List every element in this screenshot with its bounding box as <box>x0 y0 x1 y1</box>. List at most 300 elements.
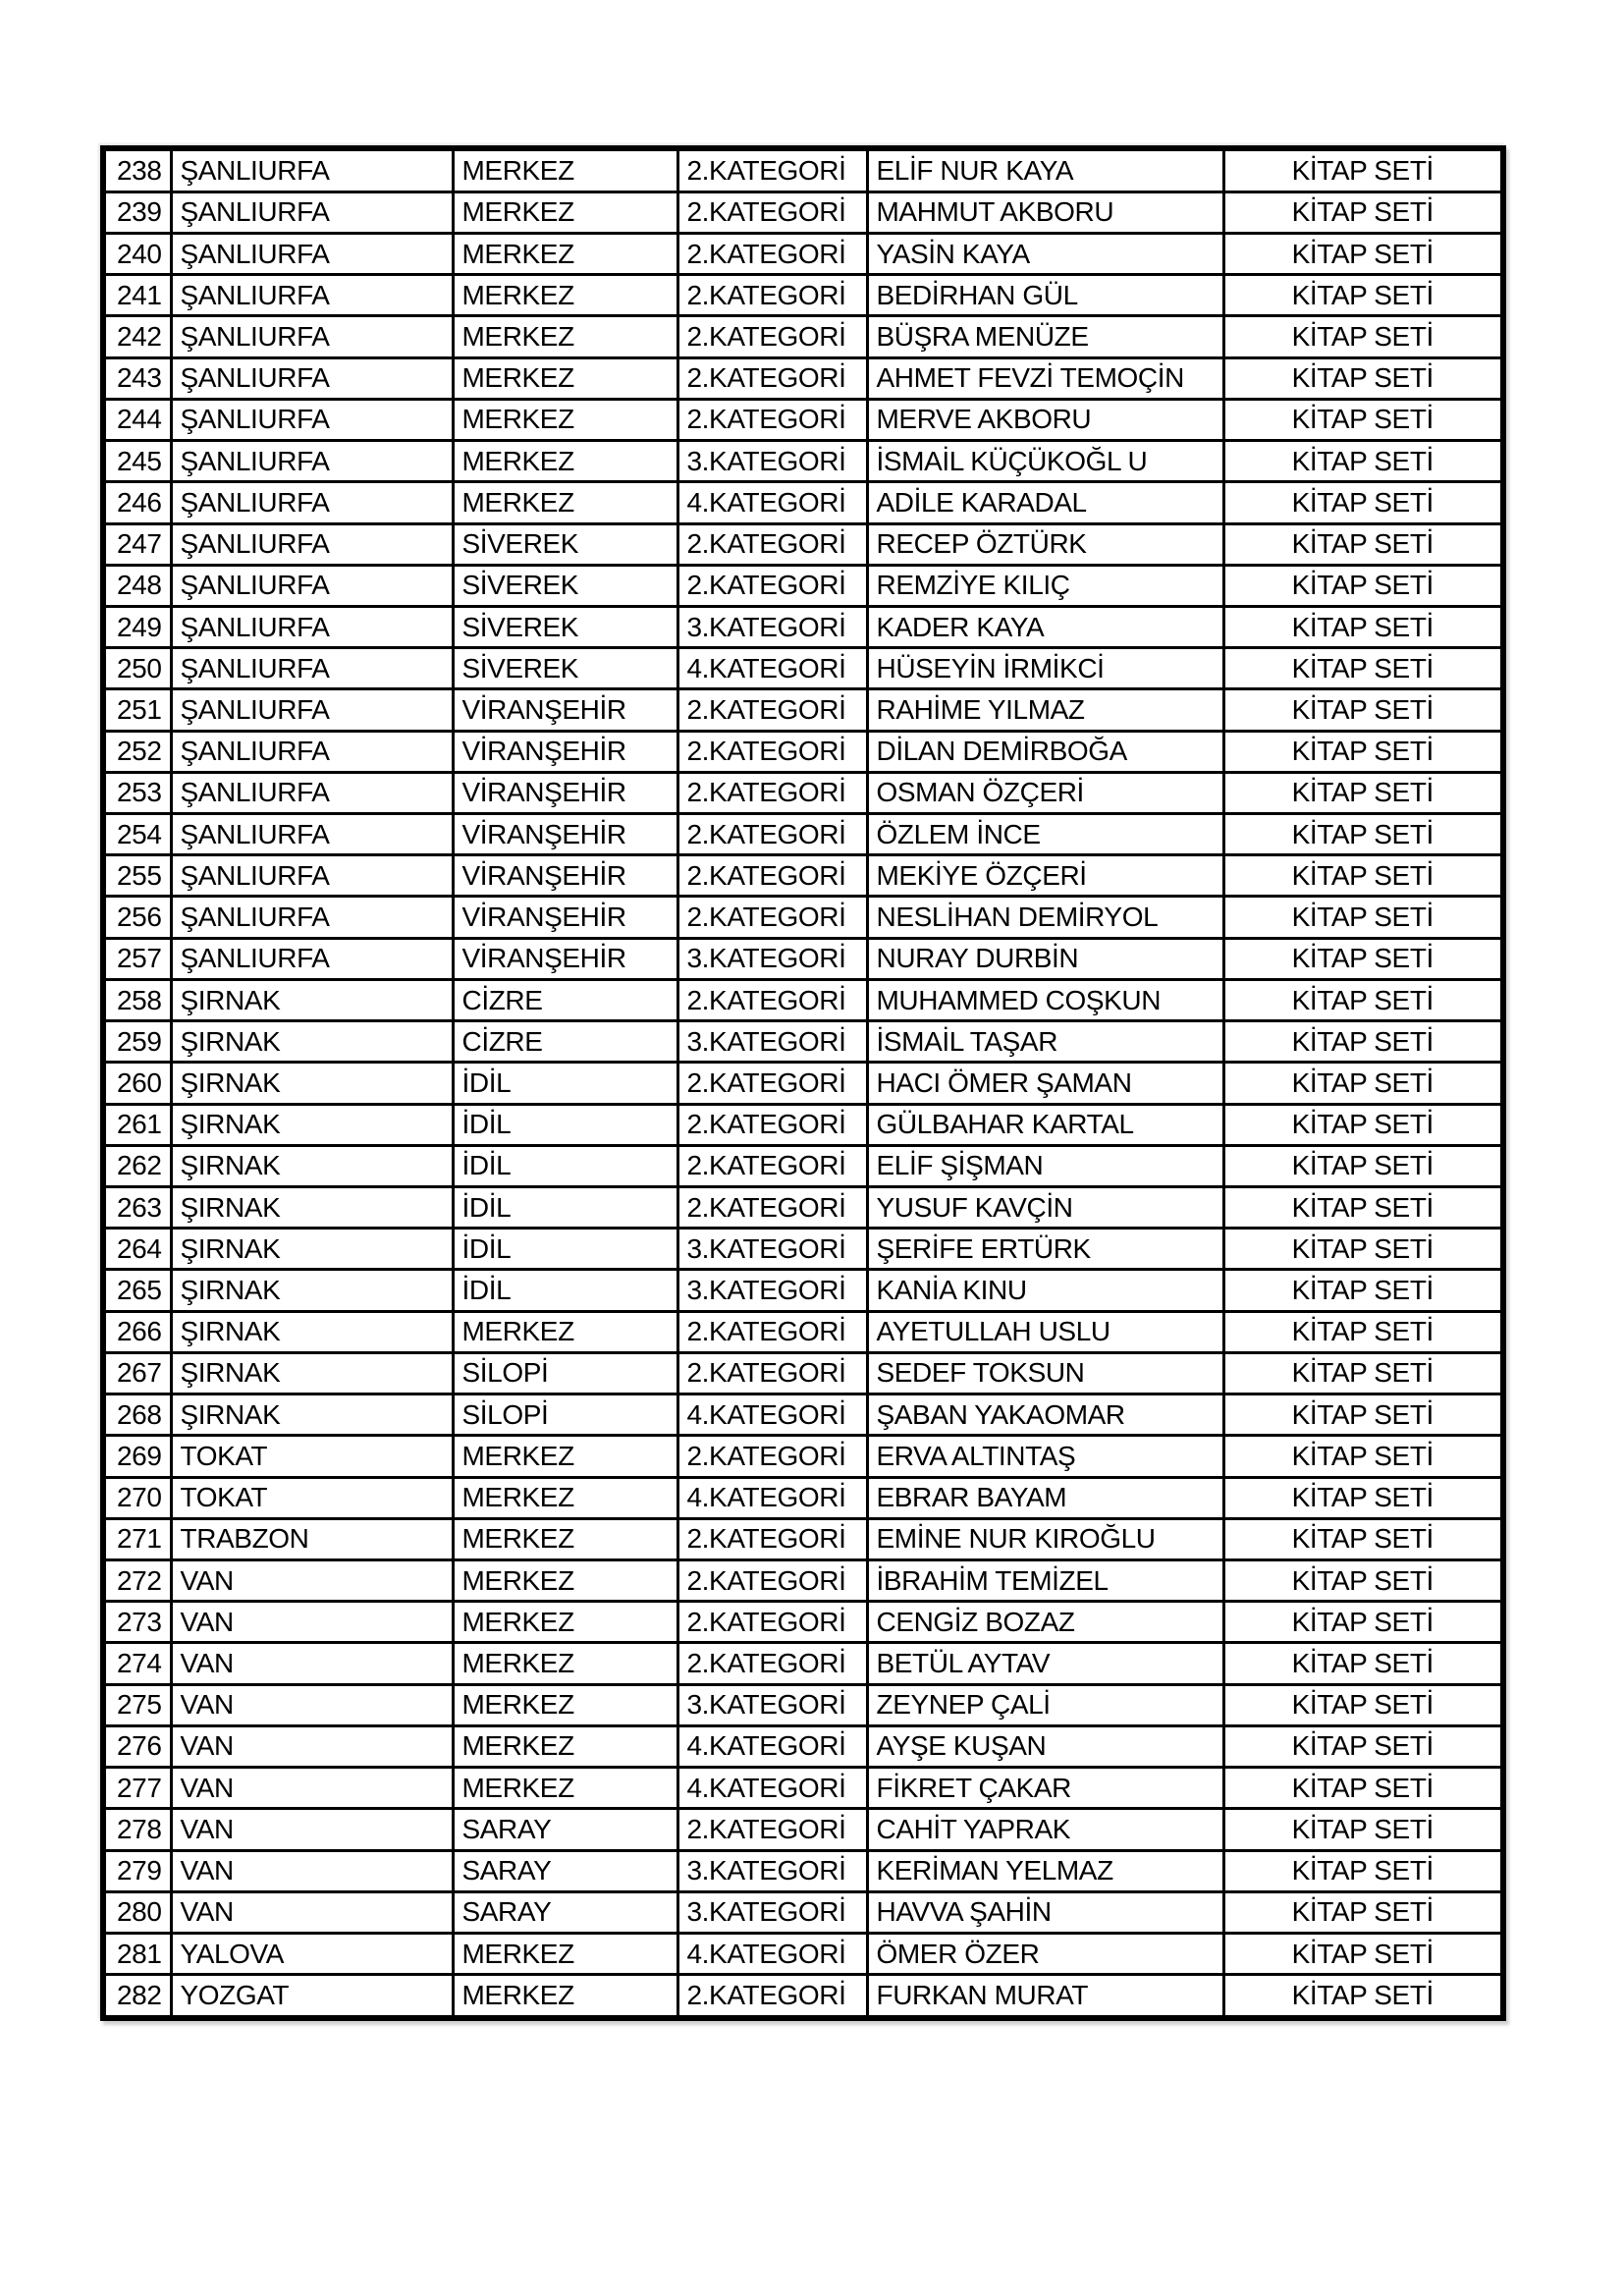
prize-cell: KİTAP SETİ <box>1223 233 1503 274</box>
category-cell: 3.KATEGORİ <box>677 938 867 979</box>
category-cell: 3.KATEGORİ <box>677 1229 867 1270</box>
district-cell: SİVEREK <box>453 565 677 606</box>
category-cell: 3.KATEGORİ <box>677 1270 867 1311</box>
province-cell: YALOVA <box>171 1933 453 1974</box>
prize-cell: KİTAP SETİ <box>1223 1891 1503 1933</box>
prize-cell: KİTAP SETİ <box>1223 482 1503 523</box>
prize-cell: KİTAP SETİ <box>1223 1518 1503 1559</box>
table-row <box>103 441 1503 482</box>
category-cell: 2.KATEGORİ <box>677 1311 867 1352</box>
prize-cell: KİTAP SETİ <box>1223 648 1503 689</box>
row-number-cell: 248 <box>103 565 171 606</box>
name-cell: HACI ÖMER ŞAMAN <box>867 1063 1223 1104</box>
row-number-cell: 249 <box>103 606 171 647</box>
district-cell: İDİL <box>453 1187 677 1229</box>
category-cell: 4.KATEGORİ <box>677 1768 867 1809</box>
table-row <box>103 1063 1503 1104</box>
province-cell: ŞIRNAK <box>171 1270 453 1311</box>
district-cell: MERKEZ <box>453 1643 677 1684</box>
row-number-cell: 275 <box>103 1684 171 1725</box>
province-cell: ŞIRNAK <box>171 1021 453 1063</box>
district-cell: VİRANŞEHİR <box>453 938 677 979</box>
district-cell: VİRANŞEHİR <box>453 897 677 938</box>
category-cell: 2.KATEGORİ <box>677 233 867 274</box>
province-cell: YOZGAT <box>171 1975 453 2018</box>
name-cell: MERVE AKBORU <box>867 399 1223 440</box>
prize-cell: KİTAP SETİ <box>1223 1643 1503 1684</box>
category-cell: 2.KATEGORİ <box>677 316 867 357</box>
prize-cell: KİTAP SETİ <box>1223 1768 1503 1809</box>
province-cell: VAN <box>171 1891 453 1933</box>
prize-cell: KİTAP SETİ <box>1223 1809 1503 1850</box>
row-number-cell: 280 <box>103 1891 171 1933</box>
table-row <box>103 772 1503 813</box>
name-cell: İSMAİL KÜÇÜKOĞL U <box>867 441 1223 482</box>
row-number-cell: 247 <box>103 523 171 565</box>
district-cell: VİRANŞEHİR <box>453 772 677 813</box>
district-cell: SARAY <box>453 1891 677 1933</box>
name-cell: HAVVA ŞAHİN <box>867 1891 1223 1933</box>
prize-cell: KİTAP SETİ <box>1223 148 1503 191</box>
table-row <box>103 1725 1503 1767</box>
category-cell: 2.KATEGORİ <box>677 1063 867 1104</box>
province-cell: VAN <box>171 1643 453 1684</box>
table-row <box>103 1394 1503 1436</box>
district-cell: SARAY <box>453 1809 677 1850</box>
name-cell: MUHAMMED COŞKUN <box>867 979 1223 1020</box>
row-number-cell: 241 <box>103 275 171 316</box>
district-cell: MERKEZ <box>453 1311 677 1352</box>
district-cell: İDİL <box>453 1063 677 1104</box>
category-cell: 2.KATEGORİ <box>677 148 867 191</box>
table-row <box>103 275 1503 316</box>
table-row <box>103 648 1503 689</box>
district-cell: SARAY <box>453 1850 677 1891</box>
prize-cell: KİTAP SETİ <box>1223 1850 1503 1891</box>
province-cell: ŞIRNAK <box>171 1229 453 1270</box>
row-number-cell: 274 <box>103 1643 171 1684</box>
row-number-cell: 257 <box>103 938 171 979</box>
table-row <box>103 1270 1503 1311</box>
district-cell: MERKEZ <box>453 1684 677 1725</box>
row-number-cell: 272 <box>103 1559 171 1601</box>
row-number-cell: 278 <box>103 1809 171 1850</box>
prize-cell: KİTAP SETİ <box>1223 1559 1503 1601</box>
district-cell: MERKEZ <box>453 191 677 233</box>
province-cell: ŞANLIURFA <box>171 148 453 191</box>
prize-cell: KİTAP SETİ <box>1223 938 1503 979</box>
prize-cell: KİTAP SETİ <box>1223 316 1503 357</box>
row-number-cell: 268 <box>103 1394 171 1436</box>
table-row <box>103 1187 1503 1229</box>
row-number-cell: 252 <box>103 731 171 772</box>
province-cell: TOKAT <box>171 1436 453 1477</box>
district-cell: CİZRE <box>453 979 677 1020</box>
row-number-cell: 261 <box>103 1104 171 1145</box>
category-cell: 4.KATEGORİ <box>677 1394 867 1436</box>
prize-cell: KİTAP SETİ <box>1223 1933 1503 1974</box>
row-number-cell: 239 <box>103 191 171 233</box>
name-cell: RAHİME YILMAZ <box>867 689 1223 731</box>
table-row <box>103 316 1503 357</box>
name-cell: OSMAN ÖZÇERİ <box>867 772 1223 813</box>
category-cell: 2.KATEGORİ <box>677 1436 867 1477</box>
district-cell: MERKEZ <box>453 1602 677 1643</box>
name-cell: SEDEF TOKSUN <box>867 1352 1223 1394</box>
table-row <box>103 1768 1503 1809</box>
prize-cell: KİTAP SETİ <box>1223 357 1503 399</box>
name-cell: RECEP ÖZTÜRK <box>867 523 1223 565</box>
table-row <box>103 1602 1503 1643</box>
category-cell: 2.KATEGORİ <box>677 1975 867 2018</box>
table-row <box>103 1891 1503 1933</box>
table-row <box>103 1643 1503 1684</box>
province-cell: VAN <box>171 1602 453 1643</box>
table-row <box>103 731 1503 772</box>
district-cell: MERKEZ <box>453 1725 677 1767</box>
category-cell: 2.KATEGORİ <box>677 1518 867 1559</box>
district-cell: VİRANŞEHİR <box>453 814 677 855</box>
prize-cell: KİTAP SETİ <box>1223 1394 1503 1436</box>
district-cell: MERKEZ <box>453 316 677 357</box>
category-cell: 3.KATEGORİ <box>677 1684 867 1725</box>
district-cell: MERKEZ <box>453 1477 677 1518</box>
category-cell: 2.KATEGORİ <box>677 689 867 731</box>
province-cell: VAN <box>171 1684 453 1725</box>
prize-cell: KİTAP SETİ <box>1223 689 1503 731</box>
province-cell: ŞIRNAK <box>171 1145 453 1186</box>
category-cell: 3.KATEGORİ <box>677 606 867 647</box>
district-cell: SİVEREK <box>453 606 677 647</box>
row-number-cell: 246 <box>103 482 171 523</box>
prize-cell: KİTAP SETİ <box>1223 772 1503 813</box>
prize-cell: KİTAP SETİ <box>1223 897 1503 938</box>
row-number-cell: 259 <box>103 1021 171 1063</box>
table-row <box>103 1021 1503 1063</box>
table-row <box>103 814 1503 855</box>
name-cell: NESLİHAN DEMİRYOL <box>867 897 1223 938</box>
province-cell: VAN <box>171 1559 453 1601</box>
name-cell: BETÜL AYTAV <box>867 1643 1223 1684</box>
row-number-cell: 262 <box>103 1145 171 1186</box>
district-cell: MERKEZ <box>453 1975 677 2018</box>
table-row <box>103 979 1503 1020</box>
category-cell: 4.KATEGORİ <box>677 1933 867 1974</box>
category-cell: 2.KATEGORİ <box>677 1187 867 1229</box>
district-cell: SİVEREK <box>453 648 677 689</box>
table-row <box>103 897 1503 938</box>
prize-cell: KİTAP SETİ <box>1223 979 1503 1020</box>
name-cell: ÖZLEM İNCE <box>867 814 1223 855</box>
row-number-cell: 265 <box>103 1270 171 1311</box>
row-number-cell: 238 <box>103 148 171 191</box>
table-row <box>103 1352 1503 1394</box>
district-cell: VİRANŞEHİR <box>453 689 677 731</box>
prize-cell: KİTAP SETİ <box>1223 399 1503 440</box>
province-cell: ŞANLIURFA <box>171 191 453 233</box>
province-cell: ŞIRNAK <box>171 1063 453 1104</box>
row-number-cell: 281 <box>103 1933 171 1974</box>
name-cell: EBRAR BAYAM <box>867 1477 1223 1518</box>
name-cell: ÖMER ÖZER <box>867 1933 1223 1974</box>
row-number-cell: 244 <box>103 399 171 440</box>
table-row <box>103 1145 1503 1186</box>
category-cell: 2.KATEGORİ <box>677 979 867 1020</box>
name-cell: AYŞE KUŞAN <box>867 1725 1223 1767</box>
prize-cell: KİTAP SETİ <box>1223 565 1503 606</box>
row-number-cell: 251 <box>103 689 171 731</box>
row-number-cell: 256 <box>103 897 171 938</box>
prize-cell: KİTAP SETİ <box>1223 1436 1503 1477</box>
row-number-cell: 242 <box>103 316 171 357</box>
category-cell: 2.KATEGORİ <box>677 1104 867 1145</box>
prize-cell: KİTAP SETİ <box>1223 1021 1503 1063</box>
province-cell: VAN <box>171 1809 453 1850</box>
table-row <box>103 399 1503 440</box>
province-cell: VAN <box>171 1850 453 1891</box>
name-cell: NURAY DURBİN <box>867 938 1223 979</box>
row-number-cell: 254 <box>103 814 171 855</box>
name-cell: AHMET FEVZİ TEMOÇİN <box>867 357 1223 399</box>
province-cell: ŞANLIURFA <box>171 357 453 399</box>
district-cell: MERKEZ <box>453 1768 677 1809</box>
name-cell: YUSUF KAVÇİN <box>867 1187 1223 1229</box>
table-row <box>103 855 1503 897</box>
district-cell: MERKEZ <box>453 1559 677 1601</box>
table-row <box>103 1229 1503 1270</box>
prize-cell: KİTAP SETİ <box>1223 1352 1503 1394</box>
province-cell: ŞANLIURFA <box>171 606 453 647</box>
name-cell: CAHİT YAPRAK <box>867 1809 1223 1850</box>
name-cell: ŞABAN YAKAOMAR <box>867 1394 1223 1436</box>
table-row <box>103 1975 1503 2018</box>
prize-cell: KİTAP SETİ <box>1223 1063 1503 1104</box>
category-cell: 3.KATEGORİ <box>677 1850 867 1891</box>
category-cell: 2.KATEGORİ <box>677 1602 867 1643</box>
name-cell: MEKİYE ÖZÇERİ <box>867 855 1223 897</box>
category-cell: 2.KATEGORİ <box>677 855 867 897</box>
category-cell: 2.KATEGORİ <box>677 275 867 316</box>
district-cell: İDİL <box>453 1145 677 1186</box>
row-number-cell: 279 <box>103 1850 171 1891</box>
district-cell: İDİL <box>453 1104 677 1145</box>
row-number-cell: 240 <box>103 233 171 274</box>
prize-cell: KİTAP SETİ <box>1223 814 1503 855</box>
category-cell: 2.KATEGORİ <box>677 1352 867 1394</box>
table-row <box>103 523 1503 565</box>
row-number-cell: 243 <box>103 357 171 399</box>
table-row <box>103 1104 1503 1145</box>
name-cell: KADER KAYA <box>867 606 1223 647</box>
table-row <box>103 1809 1503 1850</box>
province-cell: TRABZON <box>171 1518 453 1559</box>
category-cell: 2.KATEGORİ <box>677 1559 867 1601</box>
district-cell: MERKEZ <box>453 148 677 191</box>
prize-cell: KİTAP SETİ <box>1223 1229 1503 1270</box>
row-number-cell: 250 <box>103 648 171 689</box>
prize-winners-table <box>100 145 1506 2021</box>
province-cell: ŞANLIURFA <box>171 897 453 938</box>
category-cell: 3.KATEGORİ <box>677 1021 867 1063</box>
prize-cell: KİTAP SETİ <box>1223 606 1503 647</box>
table-row <box>103 191 1503 233</box>
district-cell: MERKEZ <box>453 1518 677 1559</box>
table-row <box>103 1311 1503 1352</box>
province-cell: ŞANLIURFA <box>171 938 453 979</box>
category-cell: 2.KATEGORİ <box>677 1643 867 1684</box>
name-cell: CENGİZ BOZAZ <box>867 1602 1223 1643</box>
province-cell: ŞANLIURFA <box>171 275 453 316</box>
name-cell: ERVA ALTINTAŞ <box>867 1436 1223 1477</box>
row-number-cell: 263 <box>103 1187 171 1229</box>
table-row <box>103 938 1503 979</box>
province-cell: ŞIRNAK <box>171 1394 453 1436</box>
category-cell: 2.KATEGORİ <box>677 1809 867 1850</box>
province-cell: ŞIRNAK <box>171 1352 453 1394</box>
province-cell: TOKAT <box>171 1477 453 1518</box>
district-cell: MERKEZ <box>453 275 677 316</box>
category-cell: 4.KATEGORİ <box>677 648 867 689</box>
district-cell: İDİL <box>453 1229 677 1270</box>
name-cell: MAHMUT AKBORU <box>867 191 1223 233</box>
district-cell: SİLOPİ <box>453 1352 677 1394</box>
table-row <box>103 233 1503 274</box>
category-cell: 2.KATEGORİ <box>677 399 867 440</box>
table-row <box>103 689 1503 731</box>
table-row <box>103 1436 1503 1477</box>
district-cell: MERKEZ <box>453 233 677 274</box>
name-cell: HÜSEYİN İRMİKCİ <box>867 648 1223 689</box>
row-number-cell: 266 <box>103 1311 171 1352</box>
category-cell: 4.KATEGORİ <box>677 1725 867 1767</box>
row-number-cell: 258 <box>103 979 171 1020</box>
district-cell: VİRANŞEHİR <box>453 855 677 897</box>
district-cell: VİRANŞEHİR <box>453 731 677 772</box>
name-cell: FİKRET ÇAKAR <box>867 1768 1223 1809</box>
category-cell: 2.KATEGORİ <box>677 772 867 813</box>
table-row <box>103 1684 1503 1725</box>
category-cell: 2.KATEGORİ <box>677 191 867 233</box>
name-cell: ELİF NUR KAYA <box>867 148 1223 191</box>
prize-cell: KİTAP SETİ <box>1223 275 1503 316</box>
province-cell: ŞANLIURFA <box>171 689 453 731</box>
category-cell: 2.KATEGORİ <box>677 897 867 938</box>
prize-cell: KİTAP SETİ <box>1223 441 1503 482</box>
row-number-cell: 269 <box>103 1436 171 1477</box>
province-cell: ŞIRNAK <box>171 979 453 1020</box>
province-cell: ŞIRNAK <box>171 1311 453 1352</box>
row-number-cell: 264 <box>103 1229 171 1270</box>
district-cell: CİZRE <box>453 1021 677 1063</box>
prize-cell: KİTAP SETİ <box>1223 855 1503 897</box>
name-cell: AYETULLAH USLU <box>867 1311 1223 1352</box>
name-cell: KANİA KINU <box>867 1270 1223 1311</box>
prize-cell: KİTAP SETİ <box>1223 731 1503 772</box>
district-cell: MERKEZ <box>453 1436 677 1477</box>
category-cell: 4.KATEGORİ <box>677 482 867 523</box>
category-cell: 2.KATEGORİ <box>677 565 867 606</box>
district-cell: MERKEZ <box>453 482 677 523</box>
prize-cell: KİTAP SETİ <box>1223 1187 1503 1229</box>
district-cell: MERKEZ <box>453 399 677 440</box>
category-cell: 3.KATEGORİ <box>677 441 867 482</box>
prize-cell: KİTAP SETİ <box>1223 1104 1503 1145</box>
table-row <box>103 1518 1503 1559</box>
name-cell: DİLAN DEMİRBOĞA <box>867 731 1223 772</box>
district-cell: SİVEREK <box>453 523 677 565</box>
table-row <box>103 482 1503 523</box>
category-cell: 3.KATEGORİ <box>677 1891 867 1933</box>
district-cell: SİLOPİ <box>453 1394 677 1436</box>
name-cell: ELİF ŞİŞMAN <box>867 1145 1223 1186</box>
province-cell: ŞANLIURFA <box>171 772 453 813</box>
prize-cell: KİTAP SETİ <box>1223 1602 1503 1643</box>
table-body <box>103 148 1503 2018</box>
row-number-cell: 270 <box>103 1477 171 1518</box>
province-cell: VAN <box>171 1768 453 1809</box>
province-cell: ŞANLIURFA <box>171 731 453 772</box>
province-cell: ŞIRNAK <box>171 1187 453 1229</box>
prize-cell: KİTAP SETİ <box>1223 1477 1503 1518</box>
name-cell: EMİNE NUR KIROĞLU <box>867 1518 1223 1559</box>
table-row <box>103 148 1503 191</box>
district-cell: MERKEZ <box>453 357 677 399</box>
name-cell: ZEYNEP ÇALİ <box>867 1684 1223 1725</box>
prize-cell: KİTAP SETİ <box>1223 1975 1503 2018</box>
row-number-cell: 277 <box>103 1768 171 1809</box>
row-number-cell: 260 <box>103 1063 171 1104</box>
category-cell: 4.KATEGORİ <box>677 1477 867 1518</box>
province-cell: ŞANLIURFA <box>171 482 453 523</box>
name-cell: BEDİRHAN GÜL <box>867 275 1223 316</box>
category-cell: 2.KATEGORİ <box>677 523 867 565</box>
name-cell: ŞERİFE ERTÜRK <box>867 1229 1223 1270</box>
province-cell: VAN <box>171 1725 453 1767</box>
category-cell: 2.KATEGORİ <box>677 731 867 772</box>
name-cell: YASİN KAYA <box>867 233 1223 274</box>
province-cell: ŞANLIURFA <box>171 316 453 357</box>
prize-cell: KİTAP SETİ <box>1223 191 1503 233</box>
name-cell: İSMAİL TAŞAR <box>867 1021 1223 1063</box>
table-row <box>103 565 1503 606</box>
name-cell: FURKAN MURAT <box>867 1975 1223 2018</box>
province-cell: ŞANLIURFA <box>171 233 453 274</box>
prize-cell: KİTAP SETİ <box>1223 1311 1503 1352</box>
table-row <box>103 1850 1503 1891</box>
name-cell: KERİMAN YELMAZ <box>867 1850 1223 1891</box>
province-cell: ŞANLIURFA <box>171 814 453 855</box>
name-cell: GÜLBAHAR KARTAL <box>867 1104 1223 1145</box>
prize-cell: KİTAP SETİ <box>1223 1684 1503 1725</box>
category-cell: 2.KATEGORİ <box>677 357 867 399</box>
prize-cell: KİTAP SETİ <box>1223 1145 1503 1186</box>
province-cell: ŞANLIURFA <box>171 399 453 440</box>
prize-cell: KİTAP SETİ <box>1223 523 1503 565</box>
district-cell: İDİL <box>453 1270 677 1311</box>
table-row <box>103 1933 1503 1974</box>
table-row <box>103 357 1503 399</box>
name-cell: ADİLE KARADAL <box>867 482 1223 523</box>
province-cell: ŞANLIURFA <box>171 855 453 897</box>
row-number-cell: 276 <box>103 1725 171 1767</box>
prize-cell: KİTAP SETİ <box>1223 1270 1503 1311</box>
name-cell: BÜŞRA MENÜZE <box>867 316 1223 357</box>
table-row <box>103 1559 1503 1601</box>
category-cell: 2.KATEGORİ <box>677 814 867 855</box>
row-number-cell: 273 <box>103 1602 171 1643</box>
province-cell: ŞANLIURFA <box>171 648 453 689</box>
province-cell: ŞANLIURFA <box>171 523 453 565</box>
